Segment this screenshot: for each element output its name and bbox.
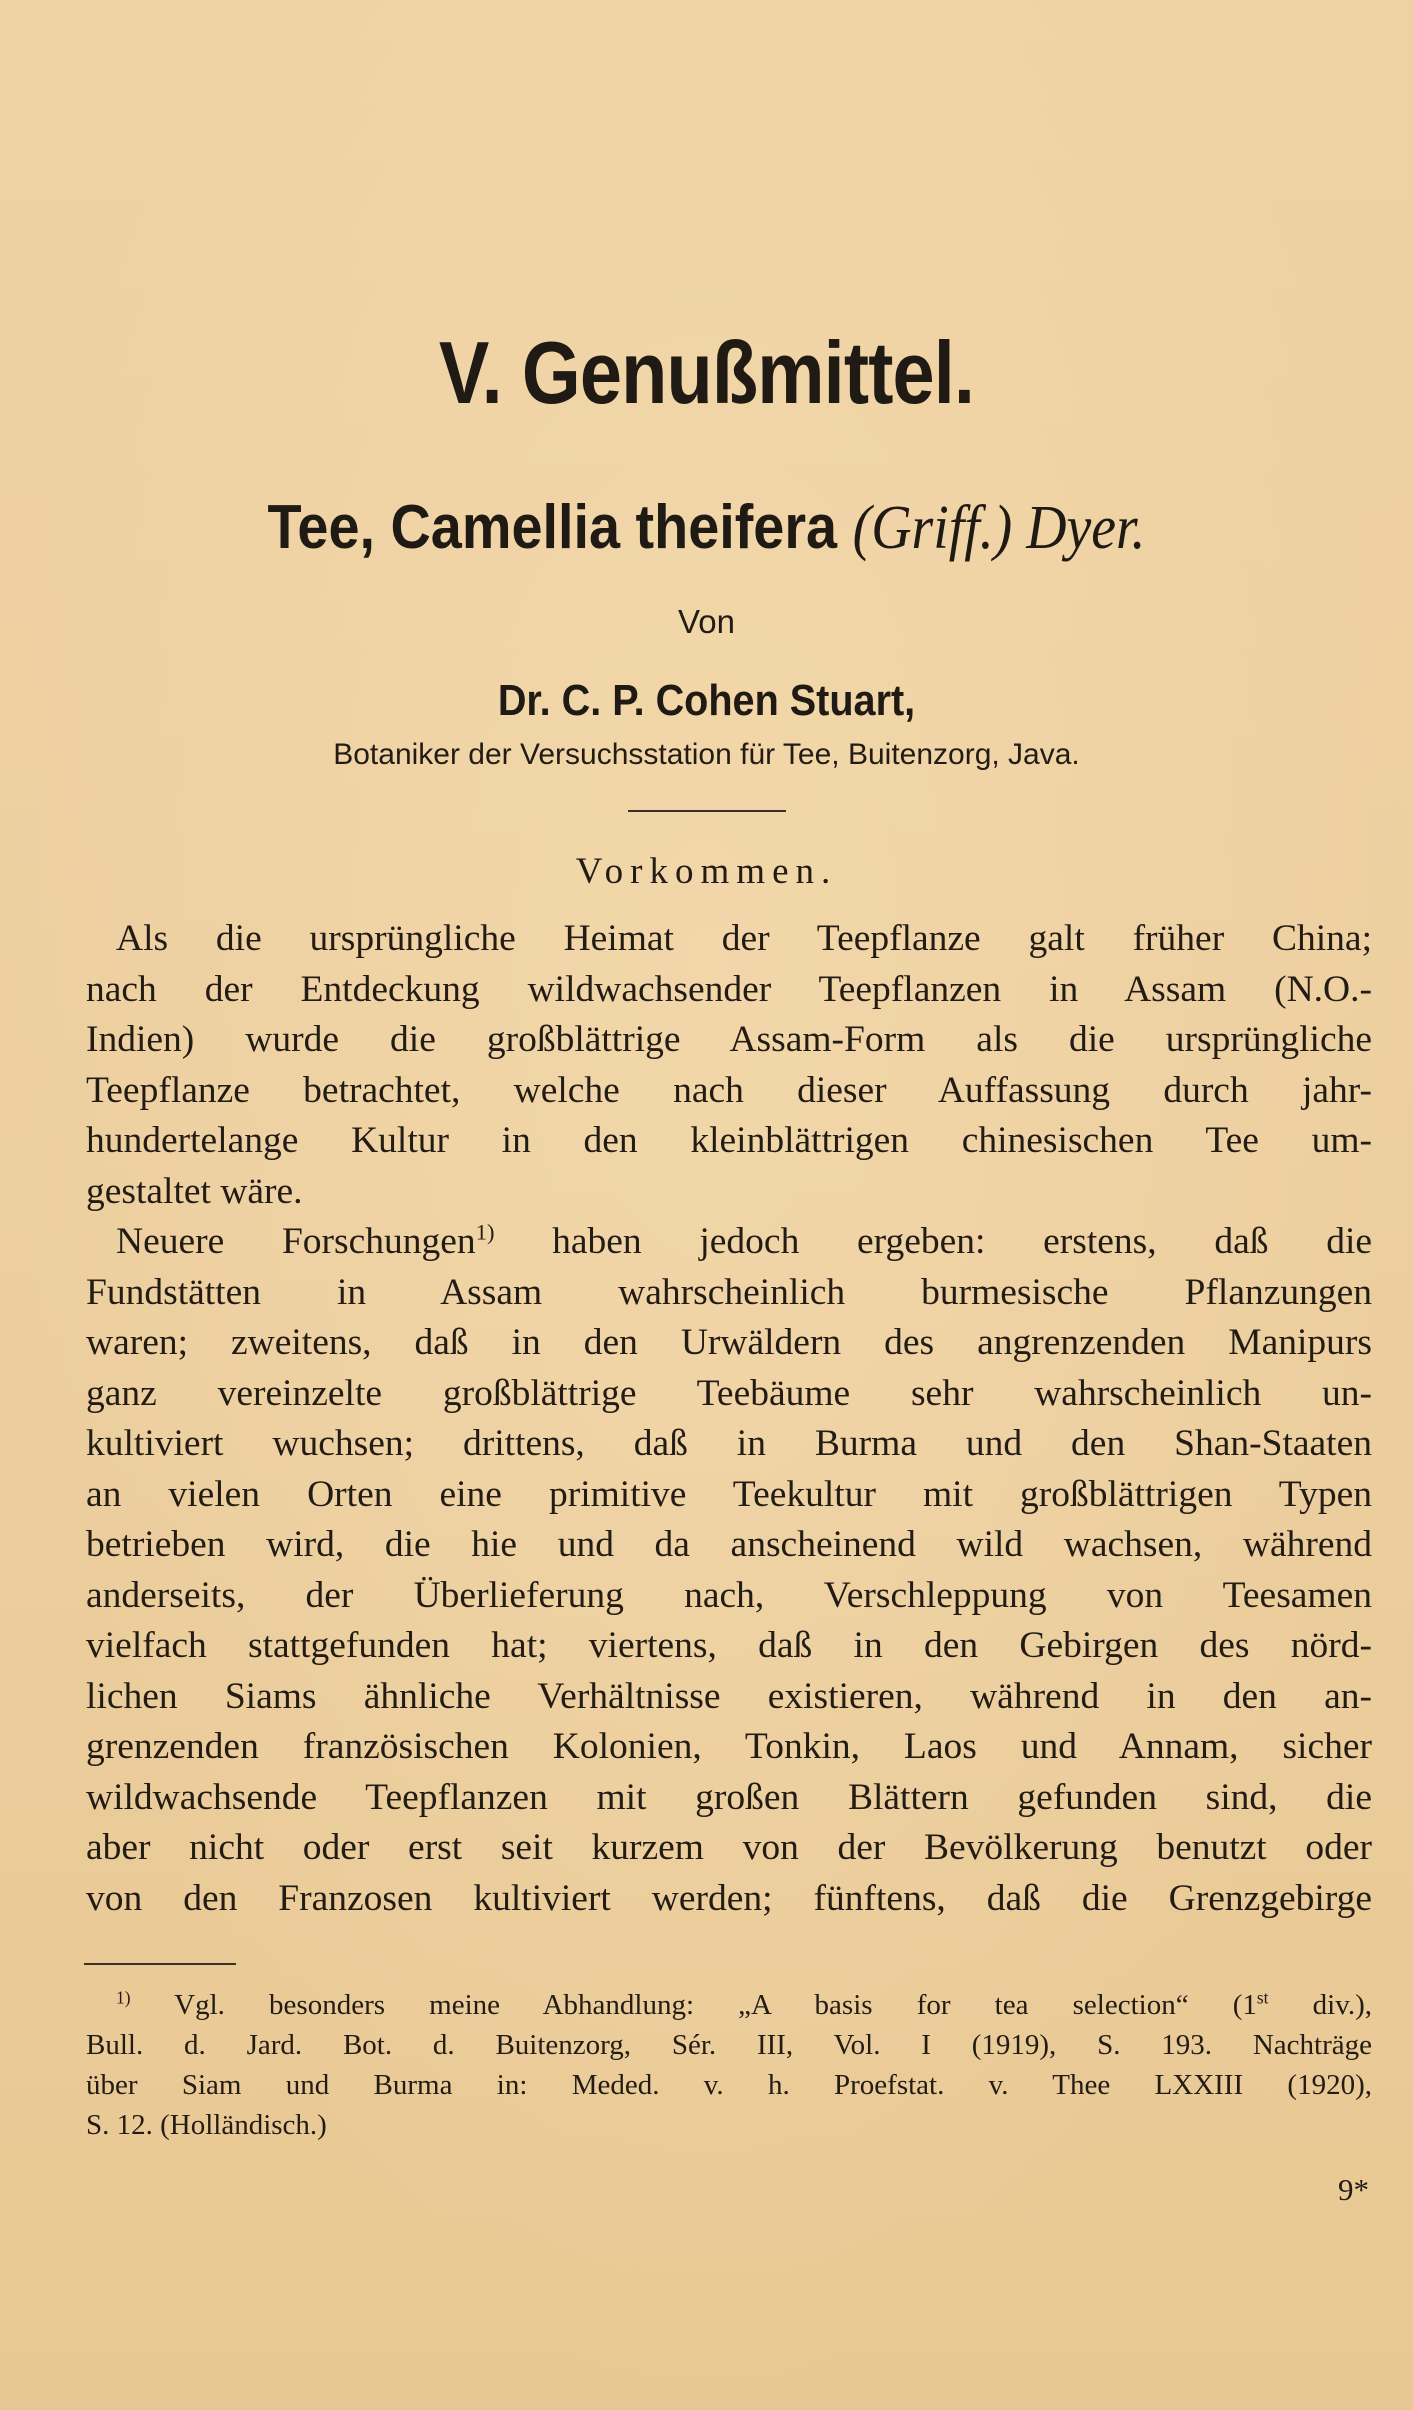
text-segment: Neuere Forschungen xyxy=(116,1221,476,1262)
author-name: Dr. C. P. Cohen Stuart, xyxy=(497,676,916,725)
text-line: aber nicht oder erst seit kurzem von der Bevölkerung benutzt oder xyxy=(86,1827,1372,1868)
footnote-line: über Siam und Burma in: Meded. v. h. Proefstat. v. Thee LXXIII (1920), xyxy=(86,2069,1372,2101)
text-line: nach der Entdeckung wildwachsender Teepflanzen in Assam (N.O.- xyxy=(86,968,1372,1010)
title-divider xyxy=(628,810,786,812)
footnote-marker: 1) xyxy=(116,1987,131,2008)
text-line: hundertelange Kultur in den kleinblättrigen chinesischen Tee um- xyxy=(86,1120,1372,1161)
paragraph-1 xyxy=(86,914,1372,1217)
text-line: grenzenden französischen Kolonien, Tonkin, Laos und Annam, sicher xyxy=(86,1726,1372,1767)
text-line: waren; zweitens, daß in den Urwäldern des angrenzenden Manipurs xyxy=(86,1322,1372,1363)
text-line: lichen Siams ähnliche Verhältnisse existieren, während in den an- xyxy=(86,1675,1372,1717)
chapter-heading: V. Genußmittel. xyxy=(438,323,975,422)
text-line: vielfach stattgefunden hat; viertens, daß in den Gebirgen des nörd- xyxy=(86,1625,1372,1666)
section-heading: Vorkommen. xyxy=(575,851,838,892)
superscript: st xyxy=(1256,1987,1269,2008)
text-line: gestaltet wäre. xyxy=(86,1170,303,1212)
text-line: anderseits, der Überlieferung nach, Verschleppung von Teesamen xyxy=(86,1574,1372,1616)
text-segment: div.), xyxy=(1268,1989,1372,2021)
text-line: wildwachsende Teepflanzen mit großen Blättern gefunden sind, die xyxy=(86,1776,1372,1818)
text-segment: haben jedoch ergeben: erstens, daß die xyxy=(494,1221,1373,1262)
text-line: von den Franzosen kultiviert werden; fünftens, daß die Grenzgebirge xyxy=(86,1877,1372,1919)
article-title xyxy=(71,492,1343,564)
text-line: betrieben wird, die hie und da anscheinend wild wachsen, während xyxy=(86,1524,1372,1565)
footnote-line xyxy=(86,1985,1372,2025)
text-line: kultiviert wuchsen; drittens, daß in Burma und den Shan-Staaten xyxy=(86,1423,1372,1464)
text-line: Fundstätten in Assam wahrscheinlich burmesische Pflanzungen xyxy=(86,1271,1372,1313)
footnote-line: Bull. d. Jard. Bot. d. Buitenzorg, Sér. III, Vol. I (1919), S. 193. Nachträge xyxy=(86,2029,1372,2061)
author-affiliation: Botaniker der Versuchsstation für Tee, Buitenzorg, Java. xyxy=(333,738,1080,771)
footnote-divider xyxy=(84,1963,236,1965)
footnote-line: S. 12. (Holländisch.) xyxy=(86,2109,327,2141)
title-authority: (Griff.) Dyer. xyxy=(852,494,1146,562)
paragraph-2 xyxy=(86,1217,1372,1924)
text-line: Indien) wurde die großblättrige Assam-Form als die ursprüngliche xyxy=(86,1019,1372,1060)
text-segment: Vgl. besonders meine Abhandlung: „A basis for tea selection“ (1 xyxy=(130,1989,1257,2021)
text-line: ganz vereinzelte großblättrige Teebäume sehr wahrscheinlich un- xyxy=(86,1372,1372,1414)
footnote xyxy=(86,1985,1372,2145)
text-line: Als die ursprüngliche Heimat der Teepflanze galt früher China; xyxy=(116,918,1372,959)
page-number: 9* xyxy=(1338,2172,1369,2207)
text-line: an vielen Orten eine primitive Teekultur mit großblättrigen Typen xyxy=(86,1473,1372,1515)
text-line: Teepflanze betrachtet, welche nach dieser Auffassung durch jahr- xyxy=(86,1069,1372,1111)
byline: Von xyxy=(678,603,735,640)
text-line xyxy=(86,1217,1372,1268)
title-main: Tee, Camellia theifera xyxy=(267,493,838,562)
footnote-reference: 1) xyxy=(475,1219,495,1245)
